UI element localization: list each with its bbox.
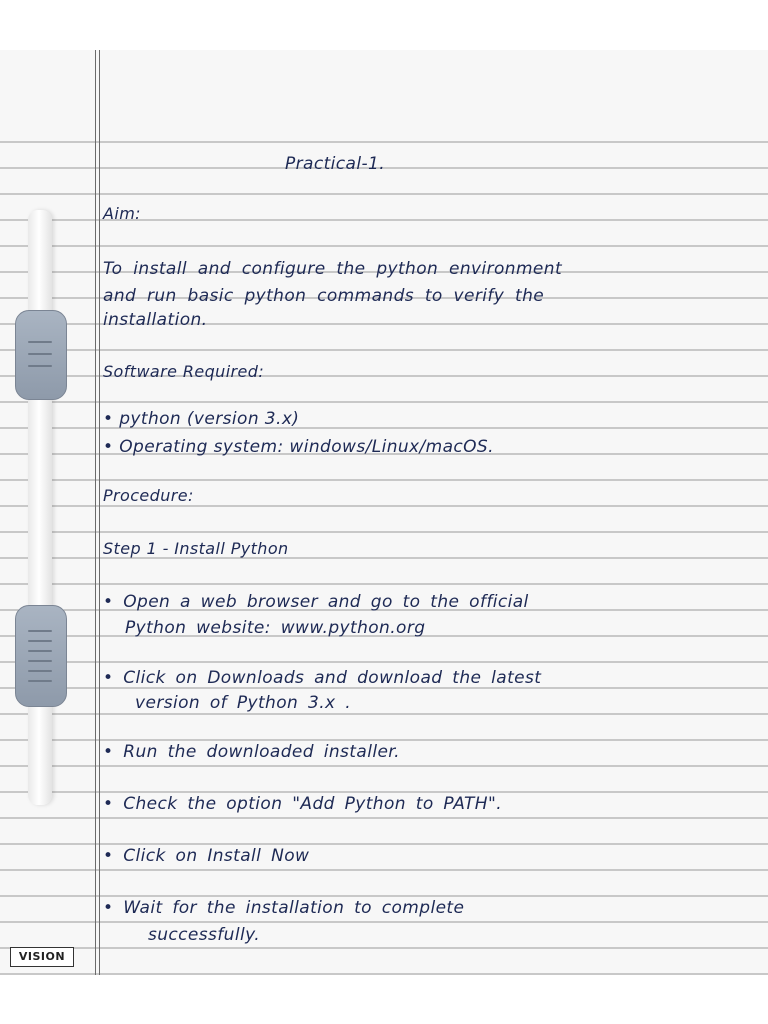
margin-line-inner xyxy=(99,50,100,975)
procedure-bullet: • Run the downloaded installer. xyxy=(103,742,400,762)
procedure-bullet: • Click on Install Now xyxy=(103,846,310,866)
software-heading: Software Required: xyxy=(103,362,265,381)
software-item: • python (version 3.x) xyxy=(103,409,300,429)
aim-line: To install and configure the python environment xyxy=(103,259,563,279)
procedure-bullet-continued: Python website: www.python.org xyxy=(125,618,426,638)
binder-clip-bottom xyxy=(15,605,67,707)
aim-heading: Aim: xyxy=(103,204,141,223)
procedure-bullet: • Check the option "Add Python to PATH". xyxy=(103,794,503,814)
aim-line: and run basic python commands to verify the xyxy=(103,286,545,306)
procedure-heading: Procedure: xyxy=(103,486,194,505)
procedure-bullet: • Wait for the installation to complete xyxy=(103,898,465,918)
binder-clip-top xyxy=(15,310,67,400)
procedure-bullet: • Open a web browser and go to the official xyxy=(103,592,529,612)
procedure-bullet: • Click on Downloads and download the latest xyxy=(103,668,542,688)
binder-strip xyxy=(28,210,52,805)
scan-border-top xyxy=(0,0,768,50)
ruled-sheet xyxy=(0,50,768,975)
scan-border-bottom xyxy=(0,975,768,1024)
notebook-brand-logo: VISION xyxy=(10,947,74,967)
aim-line: installation. xyxy=(103,310,208,330)
software-item: • Operating system: windows/Linux/macOS. xyxy=(103,437,494,457)
step-heading: Step 1 - Install Python xyxy=(103,539,289,558)
margin-line xyxy=(95,50,96,975)
procedure-bullet-continued: version of Python 3.x . xyxy=(135,693,352,713)
procedure-bullet-continued: successfully. xyxy=(148,925,261,945)
page-title: Practical-1. xyxy=(285,154,386,174)
